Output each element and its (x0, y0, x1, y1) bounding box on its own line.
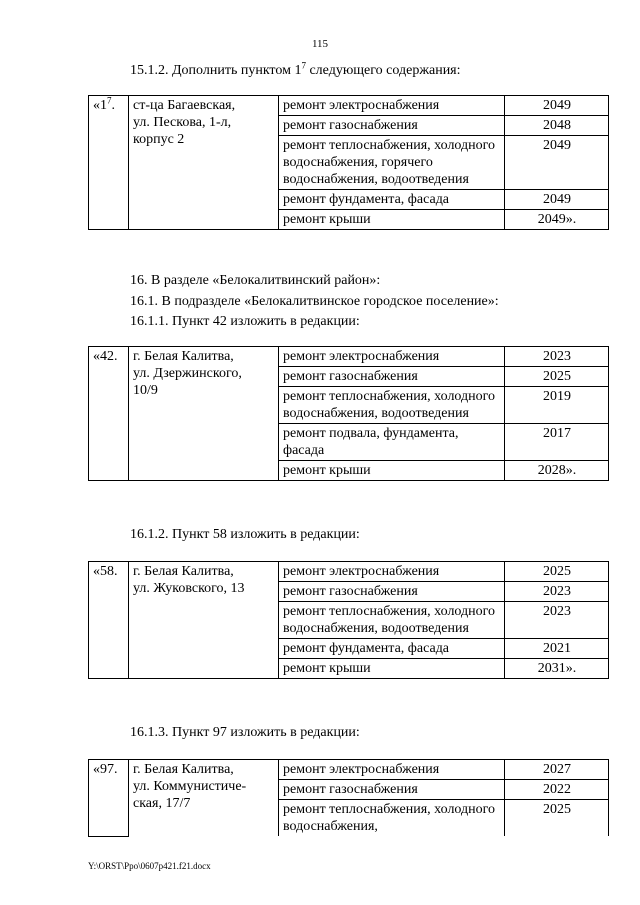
year-cell: 2023 (505, 347, 609, 367)
work-cell: ремонт газоснабжения (279, 780, 505, 800)
year-cell: 2023 (505, 582, 609, 602)
paragraph-16-1-1: 16.1.1. Пункт 42 изложить в редакции: (130, 314, 360, 329)
work-cell: ремонт крыши (279, 210, 505, 230)
work-cell: ремонт электроснабжения (279, 96, 505, 116)
address-cell: ст-ца Багаевская, ул. Пескова, 1-л, корпус 2 (129, 96, 279, 230)
table-item-58 (88, 561, 609, 679)
paragraph-16-1: 16.1. В подразделе «Белокалитвинское городское поселение»: (130, 294, 499, 309)
table-item-1-7 (88, 95, 609, 230)
year-cell: 2048 (505, 116, 609, 136)
table-item-42 (88, 346, 609, 481)
year-cell: 2028». (505, 461, 609, 481)
work-cell: ремонт крыши (279, 461, 505, 481)
work-cell: ремонт электроснабжения (279, 562, 505, 582)
paragraph-15-1-2 (130, 62, 461, 79)
item-number: «42. (89, 347, 129, 481)
year-cell: 2025 (505, 562, 609, 582)
work-cell: ремонт теплоснабжения, холодного водоснабжения, водоотведения (279, 387, 505, 424)
year-cell: 2017 (505, 424, 609, 461)
year-cell: 2049». (505, 210, 609, 230)
work-cell: ремонт подвала, фундамента, фасада (279, 424, 505, 461)
work-cell: ремонт газоснабжения (279, 582, 505, 602)
work-cell: ремонт газоснабжения (279, 116, 505, 136)
footer-file-path: Y:\ORST\Ppo\0607p421.f21.docx (88, 861, 211, 871)
year-cell: 2049 (505, 136, 609, 190)
year-cell: 2031». (505, 659, 609, 679)
year-cell: 2023 (505, 602, 609, 639)
paragraph-16-1-3: 16.1.3. Пункт 97 изложить в редакции: (130, 725, 360, 740)
year-cell: 2049 (505, 96, 609, 116)
work-cell: ремонт теплоснабжения, холодного водоснабжения, горячего водоснабжения, водоотведения (279, 136, 505, 190)
superscript: 7 (301, 60, 306, 71)
year-cell: 2021 (505, 639, 609, 659)
item-number: «$1^7$. (89, 96, 129, 230)
work-cell: ремонт электроснабжения (279, 347, 505, 367)
year-cell: 2027 (505, 760, 609, 780)
work-cell: ремонт теплоснабжения, холодного водоснабжения, водоотведения (279, 602, 505, 639)
paragraph-text: 15.1.2. Дополнить пунктом 1 (130, 63, 302, 78)
table-item-97 (88, 759, 609, 837)
work-cell: ремонт крыши (279, 659, 505, 679)
address-cell: г. Белая Калитва, ул. Коммунистиче- ская, 17/7 (129, 760, 279, 837)
work-cell: ремонт фундамента, фасада (279, 639, 505, 659)
year-cell: 2049 (505, 190, 609, 210)
item-number: «97. (89, 760, 129, 837)
work-cell: ремонт электроснабжения (279, 760, 505, 780)
address-cell: г. Белая Калитва, ул. Дзержинского, 10/9 (129, 347, 279, 481)
page-number: 115 (311, 38, 329, 50)
address-cell: г. Белая Калитва, ул. Жуковского, 13 (129, 562, 279, 679)
year-cell: 2019 (505, 387, 609, 424)
paragraph-16-1-2: 16.1.2. Пункт 58 изложить в редакции: (130, 527, 360, 542)
year-cell: 2022 (505, 780, 609, 800)
year-cell: 2025 (505, 367, 609, 387)
paragraph-16: 16. В разделе «Белокалитвинский район»: (130, 273, 381, 288)
paragraph-tail: следующего содержания: (305, 63, 461, 78)
item-number: «58. (89, 562, 129, 679)
work-cell: ремонт газоснабжения (279, 367, 505, 387)
work-cell: ремонт теплоснабжения, холодного водоснабжения, (279, 800, 505, 837)
work-cell: ремонт фундамента, фасада (279, 190, 505, 210)
year-cell: 2025 (505, 800, 609, 837)
